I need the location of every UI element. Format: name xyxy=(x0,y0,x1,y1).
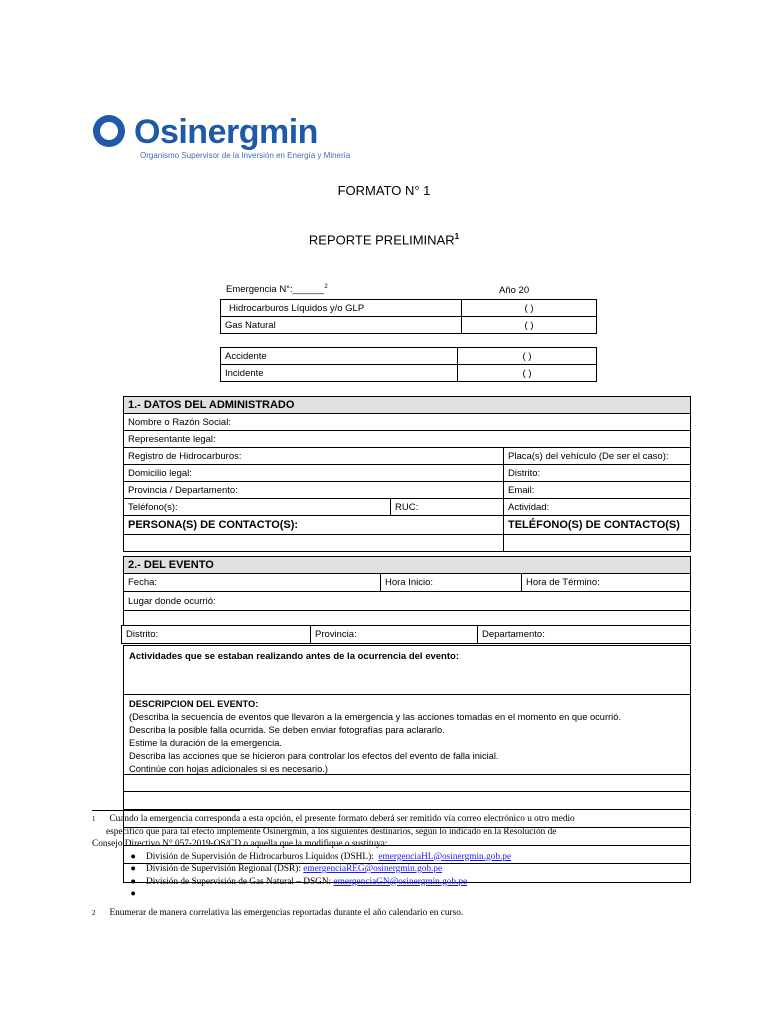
event-type-row xyxy=(221,348,597,365)
fuel-type-label: Hidrocarburos Líquidos y/o GLP xyxy=(221,300,462,317)
osinergmin-logo-icon xyxy=(90,112,128,150)
ruc-field[interactable]: RUC: xyxy=(391,499,504,516)
fuel-type-label: Gas Natural xyxy=(221,317,462,334)
anio-label: Año 20 xyxy=(499,285,530,296)
provincia-field[interactable]: Provincia / Departamento: xyxy=(124,482,504,499)
evento-distrito-field[interactable]: Distrito: xyxy=(122,626,311,644)
descripcion-box[interactable] xyxy=(123,694,691,775)
hora-inicio-field[interactable]: Hora Inicio: xyxy=(381,574,522,592)
footnote-2: 2 Enumerar de manera correlativa las emergencias reportadas durante el año calendario en curso. xyxy=(92,908,464,918)
descripcion-line: Describa las acciones que se hicieron para controlar los efectos del evento de falla inicial. xyxy=(129,751,499,761)
email-field[interactable]: Email: xyxy=(504,482,691,499)
lugar-field[interactable]: Lugar donde ocurrió: xyxy=(124,592,691,611)
descripcion-title: DESCRIPCION DEL EVENTO: xyxy=(129,699,259,709)
footnote-bullet: ● División de Supervisión Regional (DSR): emergenciaREG@osinergmin.gob.pe xyxy=(130,864,443,874)
section1-title: 1.- DATOS DEL ADMINISTRADO xyxy=(124,397,691,414)
lugar-extra-field[interactable] xyxy=(124,611,691,626)
fecha-field[interactable]: Fecha: xyxy=(124,574,381,592)
logo-wordmark: Osinergmin xyxy=(134,113,318,151)
event-type-label: Accidente xyxy=(221,348,458,365)
actividades-box[interactable] xyxy=(123,645,691,695)
actividades-label: Actividades que se estaban realizando antes de la ocurrencia del evento: xyxy=(129,651,459,662)
email-link-dsgn[interactable]: emergenciaGN@osinergmin.gob.pe xyxy=(333,876,468,887)
footnote-separator xyxy=(92,810,240,811)
section-del-evento xyxy=(123,556,691,626)
event-type-row xyxy=(221,365,597,382)
footnote-1: 1 Cuando la emergencia corresponda a esta opción, el presente formato deberá ser remitido vía correo electrónico u otro medio específico que para tal efecto implemente Osinergmin, a los siguientes destinarios, según lo indicado en la Resolución de Consejo Directivo N° 057-2019-OS/CD o aquella que la modifique o sustituya: ● División de Supervisión de Hidrocarburos Líquidos (DSHL): emergenciaHL@osinergmin.gob.pe ● División de Supervisión Regional (DSR): emergenciaREG@osinergmin.gob.pe ● División de Supervisión de Gas Natural – DSGN: emergenciaGN@osinergmin.gob.pe ● xyxy=(92,813,688,901)
telefono-field[interactable]: Teléfono(s): xyxy=(124,499,391,516)
placa-field[interactable]: Placa(s) del vehículo (De ser el caso): xyxy=(504,448,691,465)
fuel-type-row xyxy=(221,300,597,317)
section2-title: 2.- DEL EVENTO xyxy=(124,557,691,574)
footnote-bullet: ● xyxy=(130,889,136,899)
representante-field[interactable]: Representante legal: xyxy=(124,431,691,448)
evento-provincia-field[interactable]: Provincia: xyxy=(311,626,478,644)
event-type-checkbox[interactable]: ( ) xyxy=(458,365,597,382)
hora-termino-field[interactable]: Hora de Término: xyxy=(522,574,691,592)
distrito-field[interactable]: Distrito: xyxy=(504,465,691,482)
event-type-table xyxy=(220,347,597,382)
fuel-type-checkbox[interactable]: ( ) xyxy=(462,300,597,317)
fuel-type-table xyxy=(220,299,597,334)
footnote-bullet: ● División de Supervisión de Gas Natural – DSGN: emergenciaGN@osinergmin.gob.pe xyxy=(130,876,468,887)
telefono-contacto-label: TELÉFONO(S) DE CONTACTO(S) xyxy=(504,516,691,535)
emergencia-number-label: Emergencia N°:______$^2$ xyxy=(226,284,328,296)
fuel-type-row xyxy=(221,317,597,334)
domicilio-field[interactable]: Domicilio legal: xyxy=(124,465,504,482)
event-type-label: Incidente xyxy=(221,365,458,382)
location-row-table xyxy=(121,625,691,644)
persona-contacto-label: PERSONA(S) DE CONTACTO(S): xyxy=(124,516,504,535)
form-subtitle: REPORTE PRELIMINAR$^1$ xyxy=(308,232,460,248)
descripcion-line: Describa la posible falla ocurrida. Se deben enviar fotografías para aclararlo. xyxy=(129,725,445,735)
evento-departamento-field[interactable]: Departamento: xyxy=(478,626,691,644)
logo-subtitle: Organismo Supervisor de la Inversión en Energía y Minería xyxy=(140,151,351,160)
registro-field[interactable]: Registro de Hidrocarburos: xyxy=(124,448,504,465)
fuel-type-checkbox[interactable]: ( ) xyxy=(462,317,597,334)
section-datos-administrado xyxy=(123,396,691,552)
telefono-contacto-field[interactable] xyxy=(504,535,691,552)
footnote-bullet: ● División de Supervisión de Hidrocarburos Líquidos (DSHL): emergenciaHL@osinergmin.gob.pe xyxy=(130,851,512,862)
razon-social-field[interactable]: Nombre o Razón Social: xyxy=(124,414,691,431)
email-link-dsr[interactable]: emergenciaREG@osinergmin.gob.pe xyxy=(303,864,443,874)
actividad-field[interactable]: Actividad: xyxy=(504,499,691,516)
form-title: FORMATO N° 1 xyxy=(337,183,431,198)
event-type-checkbox[interactable]: ( ) xyxy=(458,348,597,365)
persona-contacto-field[interactable] xyxy=(124,535,504,552)
email-link-dshl[interactable]: emergenciaHL@osinergmin.gob.pe xyxy=(378,851,512,862)
descripcion-line: Continúe con hojas adicionales si es necesario.) xyxy=(129,764,328,774)
descripcion-line: Estime la duración de la emergencia. xyxy=(129,738,282,748)
descripcion-line: (Describa la secuencia de eventos que llevaron a la emergencia y las acciones tomadas en el momento en que ocurrió. xyxy=(129,712,621,722)
